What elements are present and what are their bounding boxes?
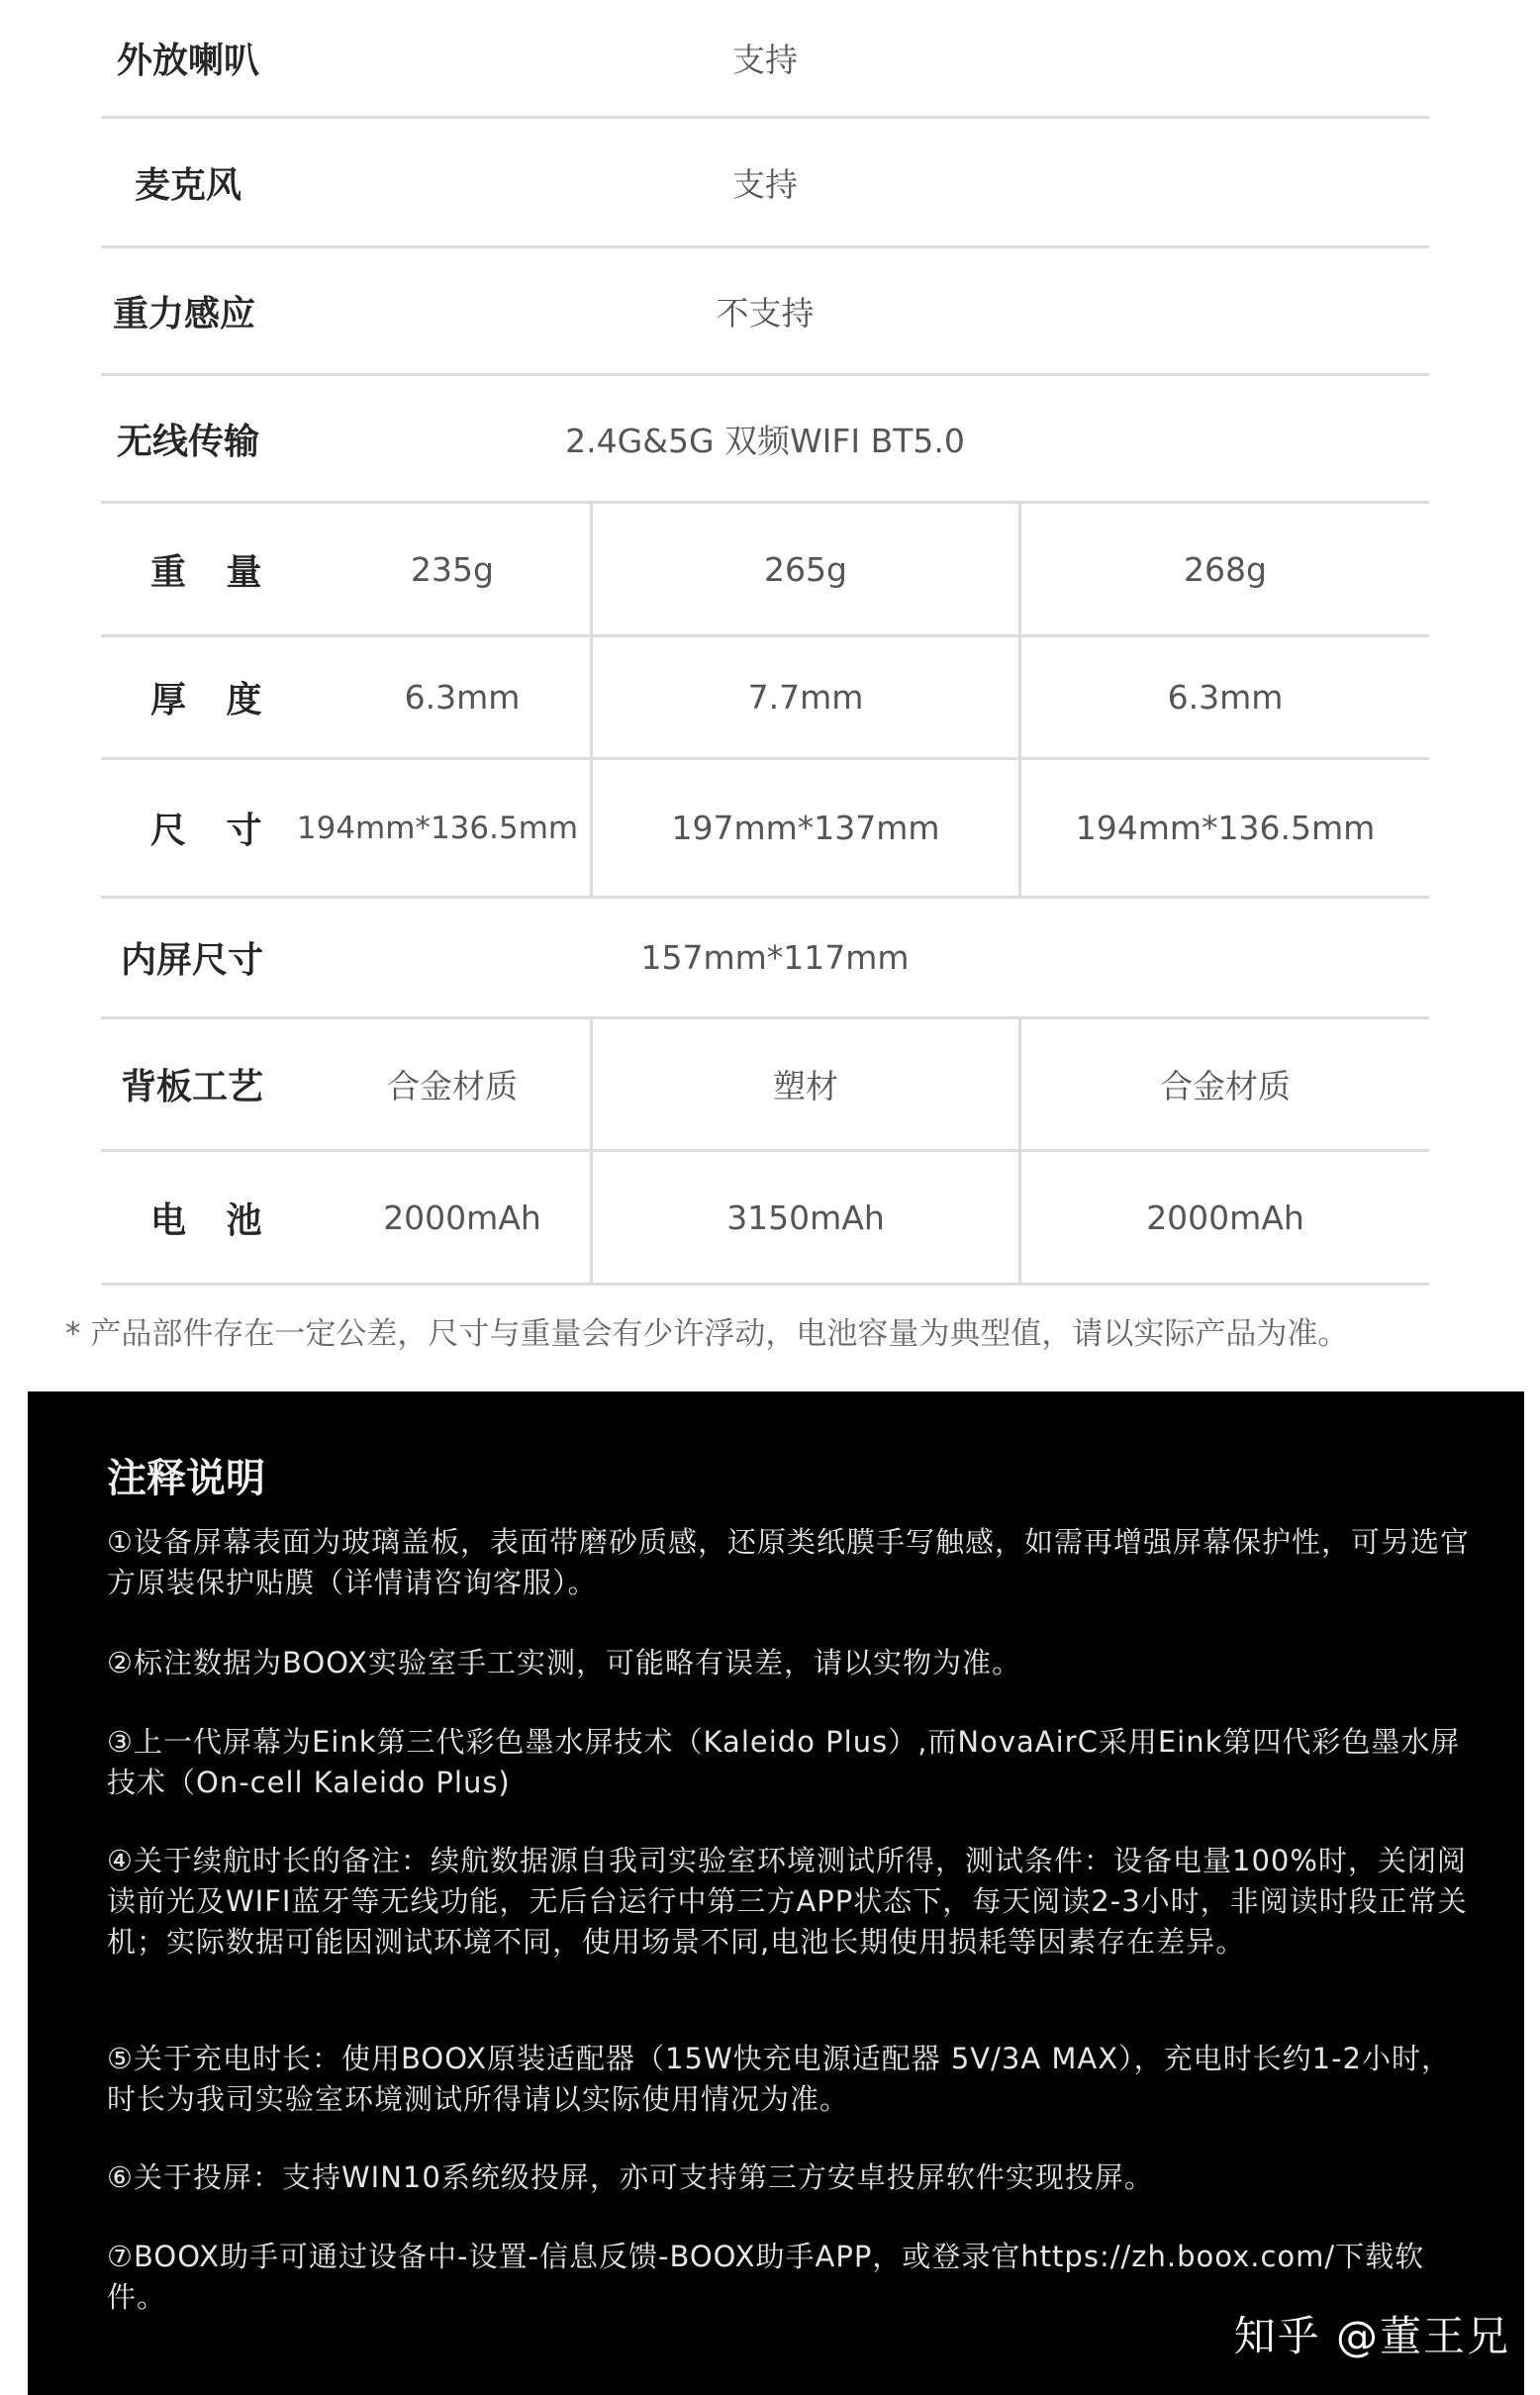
note-item: ⑦BOOX助手可通过设备中-设置-信息反馈-BOOX助手APP，或登录官https://zh.boox.com/下载软件。 [107,2240,1425,2314]
notes-panel [28,1391,1524,2395]
spec-value: 6.3mm [1167,678,1284,717]
spec-row-gravity-sensor [101,248,1429,376]
note-item: ②标注数据为BOOX实验室手工实测，可能略有误差，请以实物为准。 [107,1646,1022,1679]
spec-label: 麦克风 [135,164,242,206]
spec-value: 7.7mm [747,678,864,717]
spec-value: 合金材质 [1160,1067,1291,1105]
spec-value: 157mm*117mm [640,938,910,977]
spec-label: 重力感应 [113,293,256,335]
spec-value: 合金材质 [387,1067,518,1105]
spec-label: 无线传输 [117,421,260,462]
spec-value: 2.4G&5G 双频WIFI BT5.0 [565,421,965,460]
spec-value: 197mm*137mm [671,809,940,847]
spec-row-thickness [101,637,1429,760]
spec-value: 265g [764,549,847,589]
notes-title: 注释说明 [107,1456,265,1501]
spec-value: 6.3mm [404,678,521,717]
spec-row-back-panel [101,1019,1429,1152]
spec-row-size [101,760,1429,899]
spec-label: 背板工艺 [121,1067,264,1107]
spec-row-wireless [101,376,1429,504]
spec-label: 外放喇叭 [117,41,260,81]
footnote: * 产品部件存在一定公差，尺寸与重量会有少许浮动，电池容量为典型值，请以实际产品为准。 [65,1316,1349,1352]
note-item: ④关于续航时长的备注：续航数据源自我司实验室环境测试所得，测试条件：设备电量100%时，关闭阅读前光及WIFI蓝牙等无线功能，无后台运行中第三方APP状态下，每天阅读2-3小时，非阅读时段正常关机；实际数据可能因测试环境不同，使用场景不同,电池长期使用损耗等因素存在差异。 [107,1844,1468,1959]
note-item: ③上一代屏幕为Eink第三代彩色墨水屏技术（Kaleido Plus）,而NovaAirC采用Eink第四代彩色墨水屏技术（On-cell Kaleido Plus) [107,1725,1461,1799]
spec-table [101,0,1429,1286]
spec-value: 2000mAh [1146,1198,1304,1237]
spec-value: 268g [1184,549,1267,589]
spec-row-inner-screen [101,899,1429,1019]
spec-row-weight [101,504,1429,637]
spec-value: 3150mAh [726,1198,885,1237]
spec-value: 194mm*136.5mm [296,810,579,846]
spec-value: 塑材 [773,1067,838,1105]
spec-label: 内屏尺寸 [121,940,264,981]
spec-row-microphone [101,119,1429,248]
spec-row-battery [101,1152,1429,1286]
spec-label: 厚 度 [150,680,276,720]
note-item: ①设备屏幕表面为玻璃盖板，表面带磨砂质感，还原类纸膜手写触感，如需再增强屏幕保护性，可另选官方原装保护贴膜（详情请咨询客服）。 [107,1525,1471,1599]
note-item: ⑥关于投屏：支持WIN10系统级投屏，亦可支持第三方安卓投屏软件实现投屏。 [107,2160,1154,2194]
spec-label: 电 池 [150,1199,276,1241]
spec-row-speaker [101,0,1429,119]
spec-label: 尺 寸 [150,811,276,851]
note-item: ⑤关于充电时长：使用BOOX原装适配器（15W快充电源适配器 5V/3A MAX），充电时长约1-2小时，时长为我司实验室环境测试所得请以实际使用情况为准。 [107,2042,1452,2116]
spec-value: 2000mAh [383,1198,541,1237]
spec-label: 重 量 [150,551,276,593]
spec-value: 不支持 [716,293,815,333]
watermark: 知乎 @董王兄 [1233,2312,1510,2360]
spec-value: 支持 [732,41,798,79]
spec-value: 194mm*136.5mm [1075,809,1376,847]
spec-value: 支持 [732,164,798,204]
spec-value: 235g [411,549,494,589]
